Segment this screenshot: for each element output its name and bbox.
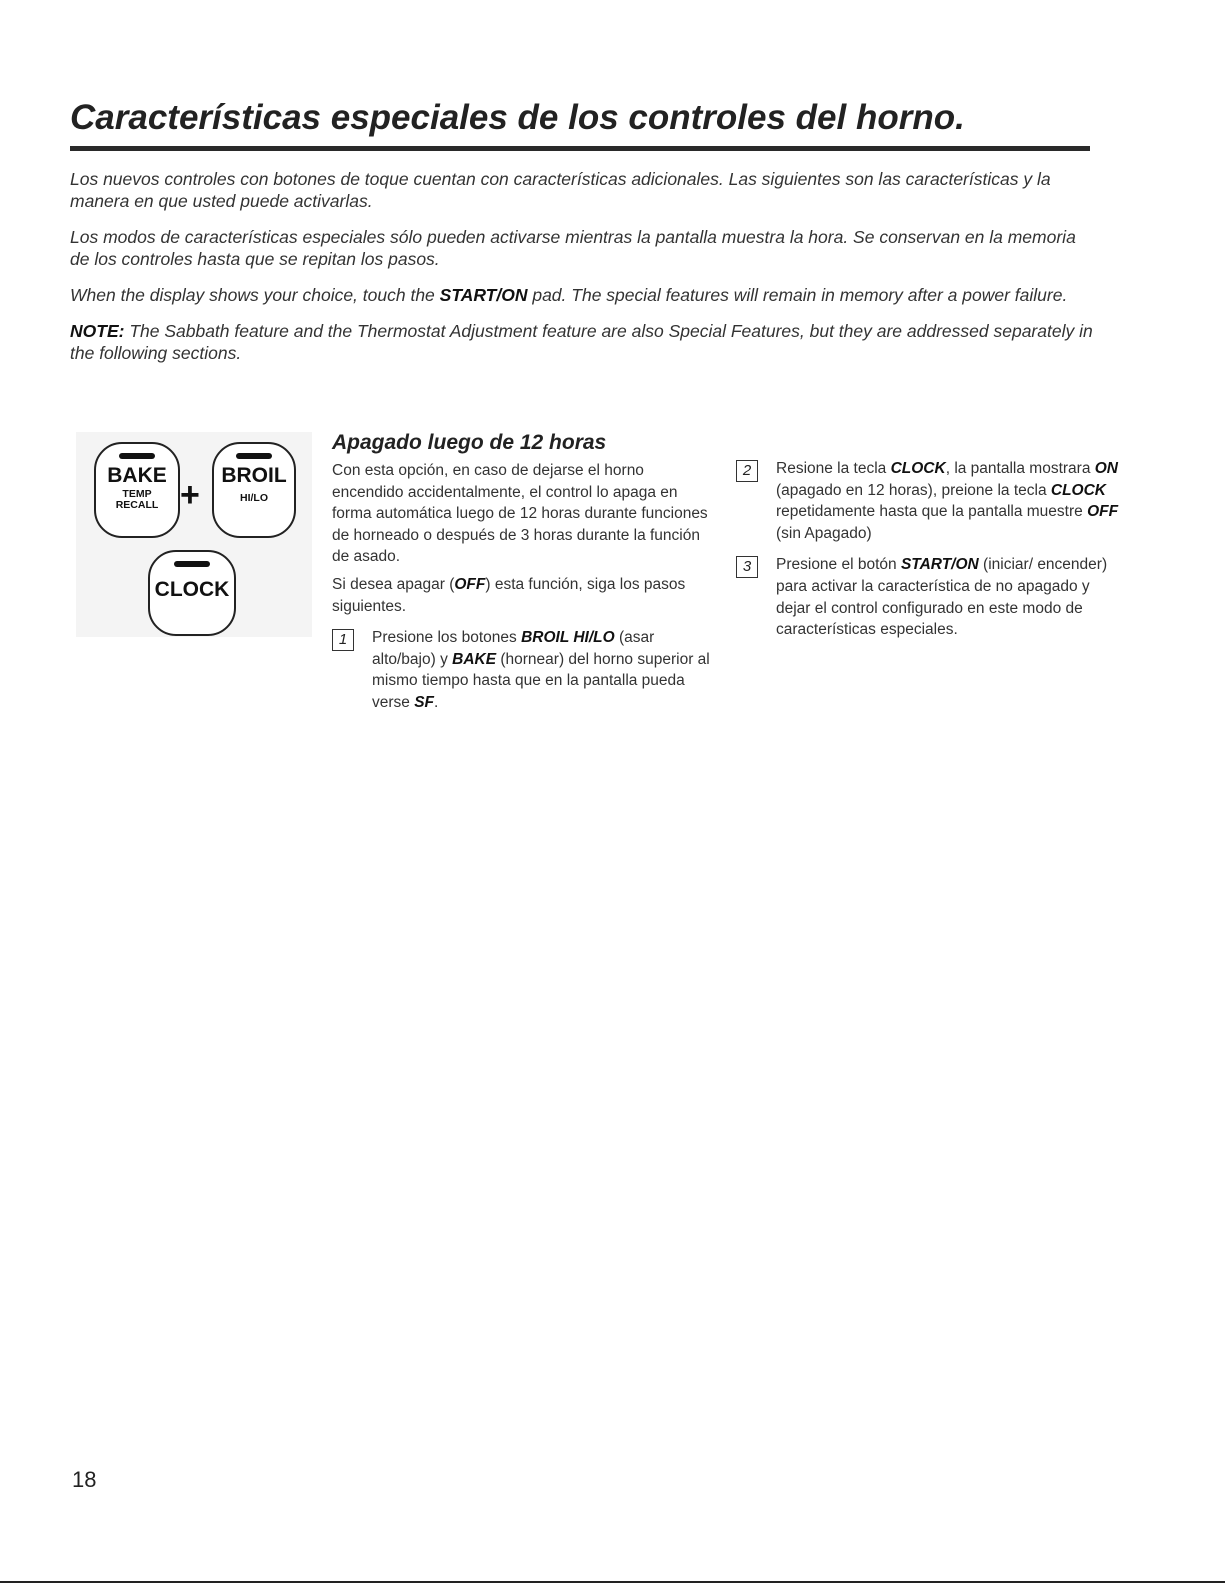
broil-button-illustration <box>212 442 296 538</box>
step-number: 1 <box>332 629 354 651</box>
text-run: Presione los botones <box>372 629 522 647</box>
control-panel-illustration <box>76 432 312 637</box>
temp-recall-label: TEMP RECALL <box>115 488 159 511</box>
text-run: . <box>434 693 439 711</box>
step-3 <box>736 554 1122 640</box>
bake-label: BAKE <box>107 464 167 487</box>
plus-icon: + <box>180 476 200 514</box>
text-run: repetidamente hasta que la pantalla muestre <box>776 503 1088 521</box>
page-number: 18 <box>72 1467 97 1492</box>
bake-label: BAKE <box>452 650 497 668</box>
bake-button-illustration <box>94 442 180 538</box>
text-run: pad. The special features will remain in memory after a power failure. <box>527 285 1068 305</box>
text-run: Presione el botón <box>776 556 901 574</box>
section-heading: Apagado luego de 12 horas <box>332 431 607 454</box>
right-column <box>736 458 1122 641</box>
step-1 <box>332 627 712 713</box>
text-run: The Sabbath feature and the Thermostat Adjustment feature are also Special Features, but they are addressed separately in the following sections. <box>70 321 1093 363</box>
clock-label: CLOCK <box>154 578 230 601</box>
step-number: 3 <box>736 556 758 578</box>
broil-hilo-label: BROIL HI/LO <box>521 629 615 647</box>
text-run: (apagado en 12 horas), preione la tecla <box>776 481 1051 499</box>
left-column <box>332 430 712 714</box>
text-run: Si desea apagar ( <box>332 575 455 593</box>
indicator-light <box>174 561 210 567</box>
text-run: ) esta función, siga los pasos siguientes. <box>332 575 686 615</box>
section-paragraph: Con esta opción, en caso de dejarse el horno encendido accidentalmente, el control lo apaga en forma automática luego de 12 horas durante funciones de horneado o después de 3 horas durante la función de asado. <box>332 462 708 566</box>
text-run: (asar alto/bajo) y <box>372 629 655 668</box>
off-label: OFF <box>1087 503 1119 521</box>
text-run: When the display shows your choice, touch the <box>70 285 440 305</box>
clock-button-illustration <box>148 550 236 636</box>
step-2 <box>736 458 1122 544</box>
intro-paragraph: Los modos de características especiales sólo pueden activarse mientras la pantalla muestra la hora. Se conservan en la memoria de los controles hasta que se repitan los pasos. <box>70 227 1076 269</box>
note-label: NOTE: <box>70 321 125 341</box>
text-run: Resione la tecla <box>776 460 891 477</box>
off-label: OFF <box>454 575 486 593</box>
intro-paragraph: Los nuevos controles con botones de toque cuentan con características adicionales. Las siguientes son las características y la manera en que usted puede activarlas. <box>70 169 1051 211</box>
indicator-light <box>119 453 155 459</box>
note-paragraph <box>70 320 1100 364</box>
section-paragraph <box>332 574 712 617</box>
clock-label: CLOCK <box>1050 481 1106 499</box>
hi-lo-label: HI/LO <box>240 492 268 504</box>
text-run: , la pantalla mostrara <box>945 460 1095 477</box>
bottom-rule <box>0 1581 1225 1583</box>
text-run: (sin Apagado) <box>776 524 872 542</box>
step-number: 2 <box>736 460 758 482</box>
start-on-label: START/ON <box>439 285 528 305</box>
intro-paragraph <box>70 284 1100 306</box>
intro-text <box>70 168 1100 378</box>
indicator-light <box>236 453 272 459</box>
text-run: (iniciar/ encender) para activar la característica de no apagado y dejar el control configurado en este modo de características especiales. <box>776 556 1108 639</box>
title-rule <box>70 146 1090 151</box>
text-run: (hornear) del horno superior al mismo tiempo hasta que en la pantalla pueda verse <box>372 650 710 711</box>
sf-label: SF <box>414 693 435 711</box>
start-on-label: START/ON <box>900 556 979 574</box>
clock-label: CLOCK <box>890 460 946 477</box>
on-label: ON <box>1094 460 1118 477</box>
broil-label: BROIL <box>221 464 287 487</box>
page-title: Características especiales de los controles del horno. <box>70 98 965 137</box>
